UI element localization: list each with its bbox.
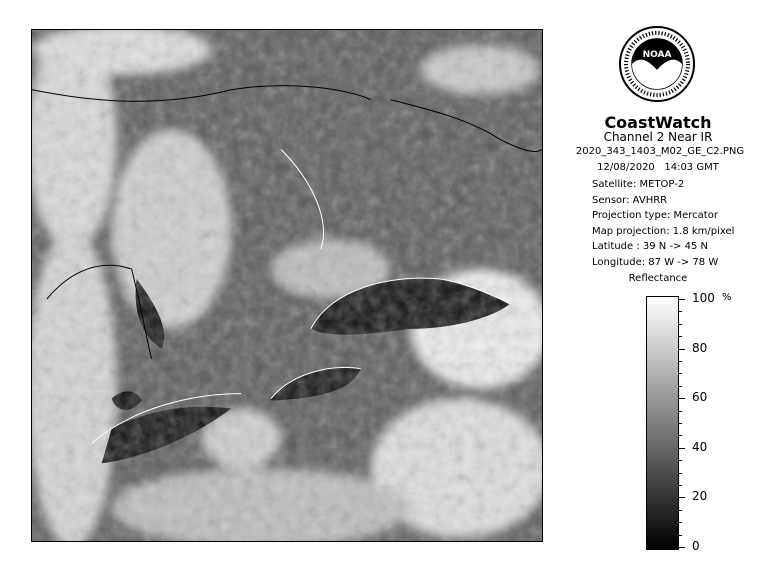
- noaa-logo: [618, 20, 696, 112]
- reflectance-color-bar: [646, 296, 679, 550]
- legend-minor-tick: [679, 398, 682, 399]
- legend-minor-tick: [679, 324, 682, 325]
- legend-minor-tick: [679, 311, 682, 312]
- legend-minor-tick: [679, 485, 682, 486]
- legend-minor-tick: [679, 336, 682, 337]
- image-filename: 2020_343_1403_M02_GE_C2.PNG: [575, 146, 745, 157]
- image-metadata: [592, 177, 734, 270]
- projection-type-line: Projection type: Mercator: [592, 210, 718, 221]
- legend-minor-tick: [679, 435, 682, 436]
- legend-minor-tick: [679, 448, 682, 449]
- legend-tick-label: 40: [692, 439, 708, 454]
- product-channel: Channel 2 Near IR: [603, 130, 713, 144]
- legend-minor-tick: [679, 386, 682, 387]
- product-brand: CoastWatch: [604, 113, 712, 132]
- svg-text:NOAA: NOAA: [642, 50, 672, 60]
- sensor-line: Sensor: AVHRR: [592, 194, 668, 206]
- image-datetime: [568, 162, 748, 173]
- legend-minor-tick: [679, 473, 682, 474]
- image-date: 12/08/2020: [597, 162, 655, 173]
- legend-tick-label: 20: [692, 489, 708, 504]
- legend-tick-label: 60: [692, 390, 708, 405]
- satellite-line: Satellite: METOP-2: [592, 179, 685, 190]
- legend-minor-tick: [679, 299, 682, 300]
- longitude-line: Longitude: 87 W -> 78 W: [592, 256, 719, 268]
- legend-title: Reflectance: [628, 273, 688, 284]
- legend-minor-tick: [679, 361, 682, 362]
- satellite-image: [31, 29, 543, 542]
- legend-minor-tick: [679, 510, 682, 511]
- legend-minor-tick: [679, 349, 682, 350]
- legend-minor-tick: [679, 411, 682, 412]
- legend-minor-tick: [679, 460, 682, 461]
- legend-tick-label: 0: [692, 539, 700, 553]
- legend-minor-tick: [679, 522, 682, 523]
- latitude-line: Latitude : 39 N -> 45 N: [592, 241, 708, 252]
- legend-minor-tick: [679, 547, 682, 548]
- legend-minor-tick: [679, 423, 682, 424]
- legend-unit: %: [722, 292, 732, 303]
- map-projection-line: Map projection: 1.8 km/pixel: [592, 225, 735, 237]
- legend-minor-tick: [679, 373, 682, 374]
- legend-tick-label: 100: [692, 291, 715, 305]
- image-time: 14:03 GMT: [664, 162, 719, 173]
- legend-minor-tick: [679, 535, 682, 536]
- legend-tick-label: 80: [692, 340, 708, 355]
- legend-minor-tick: [679, 497, 682, 498]
